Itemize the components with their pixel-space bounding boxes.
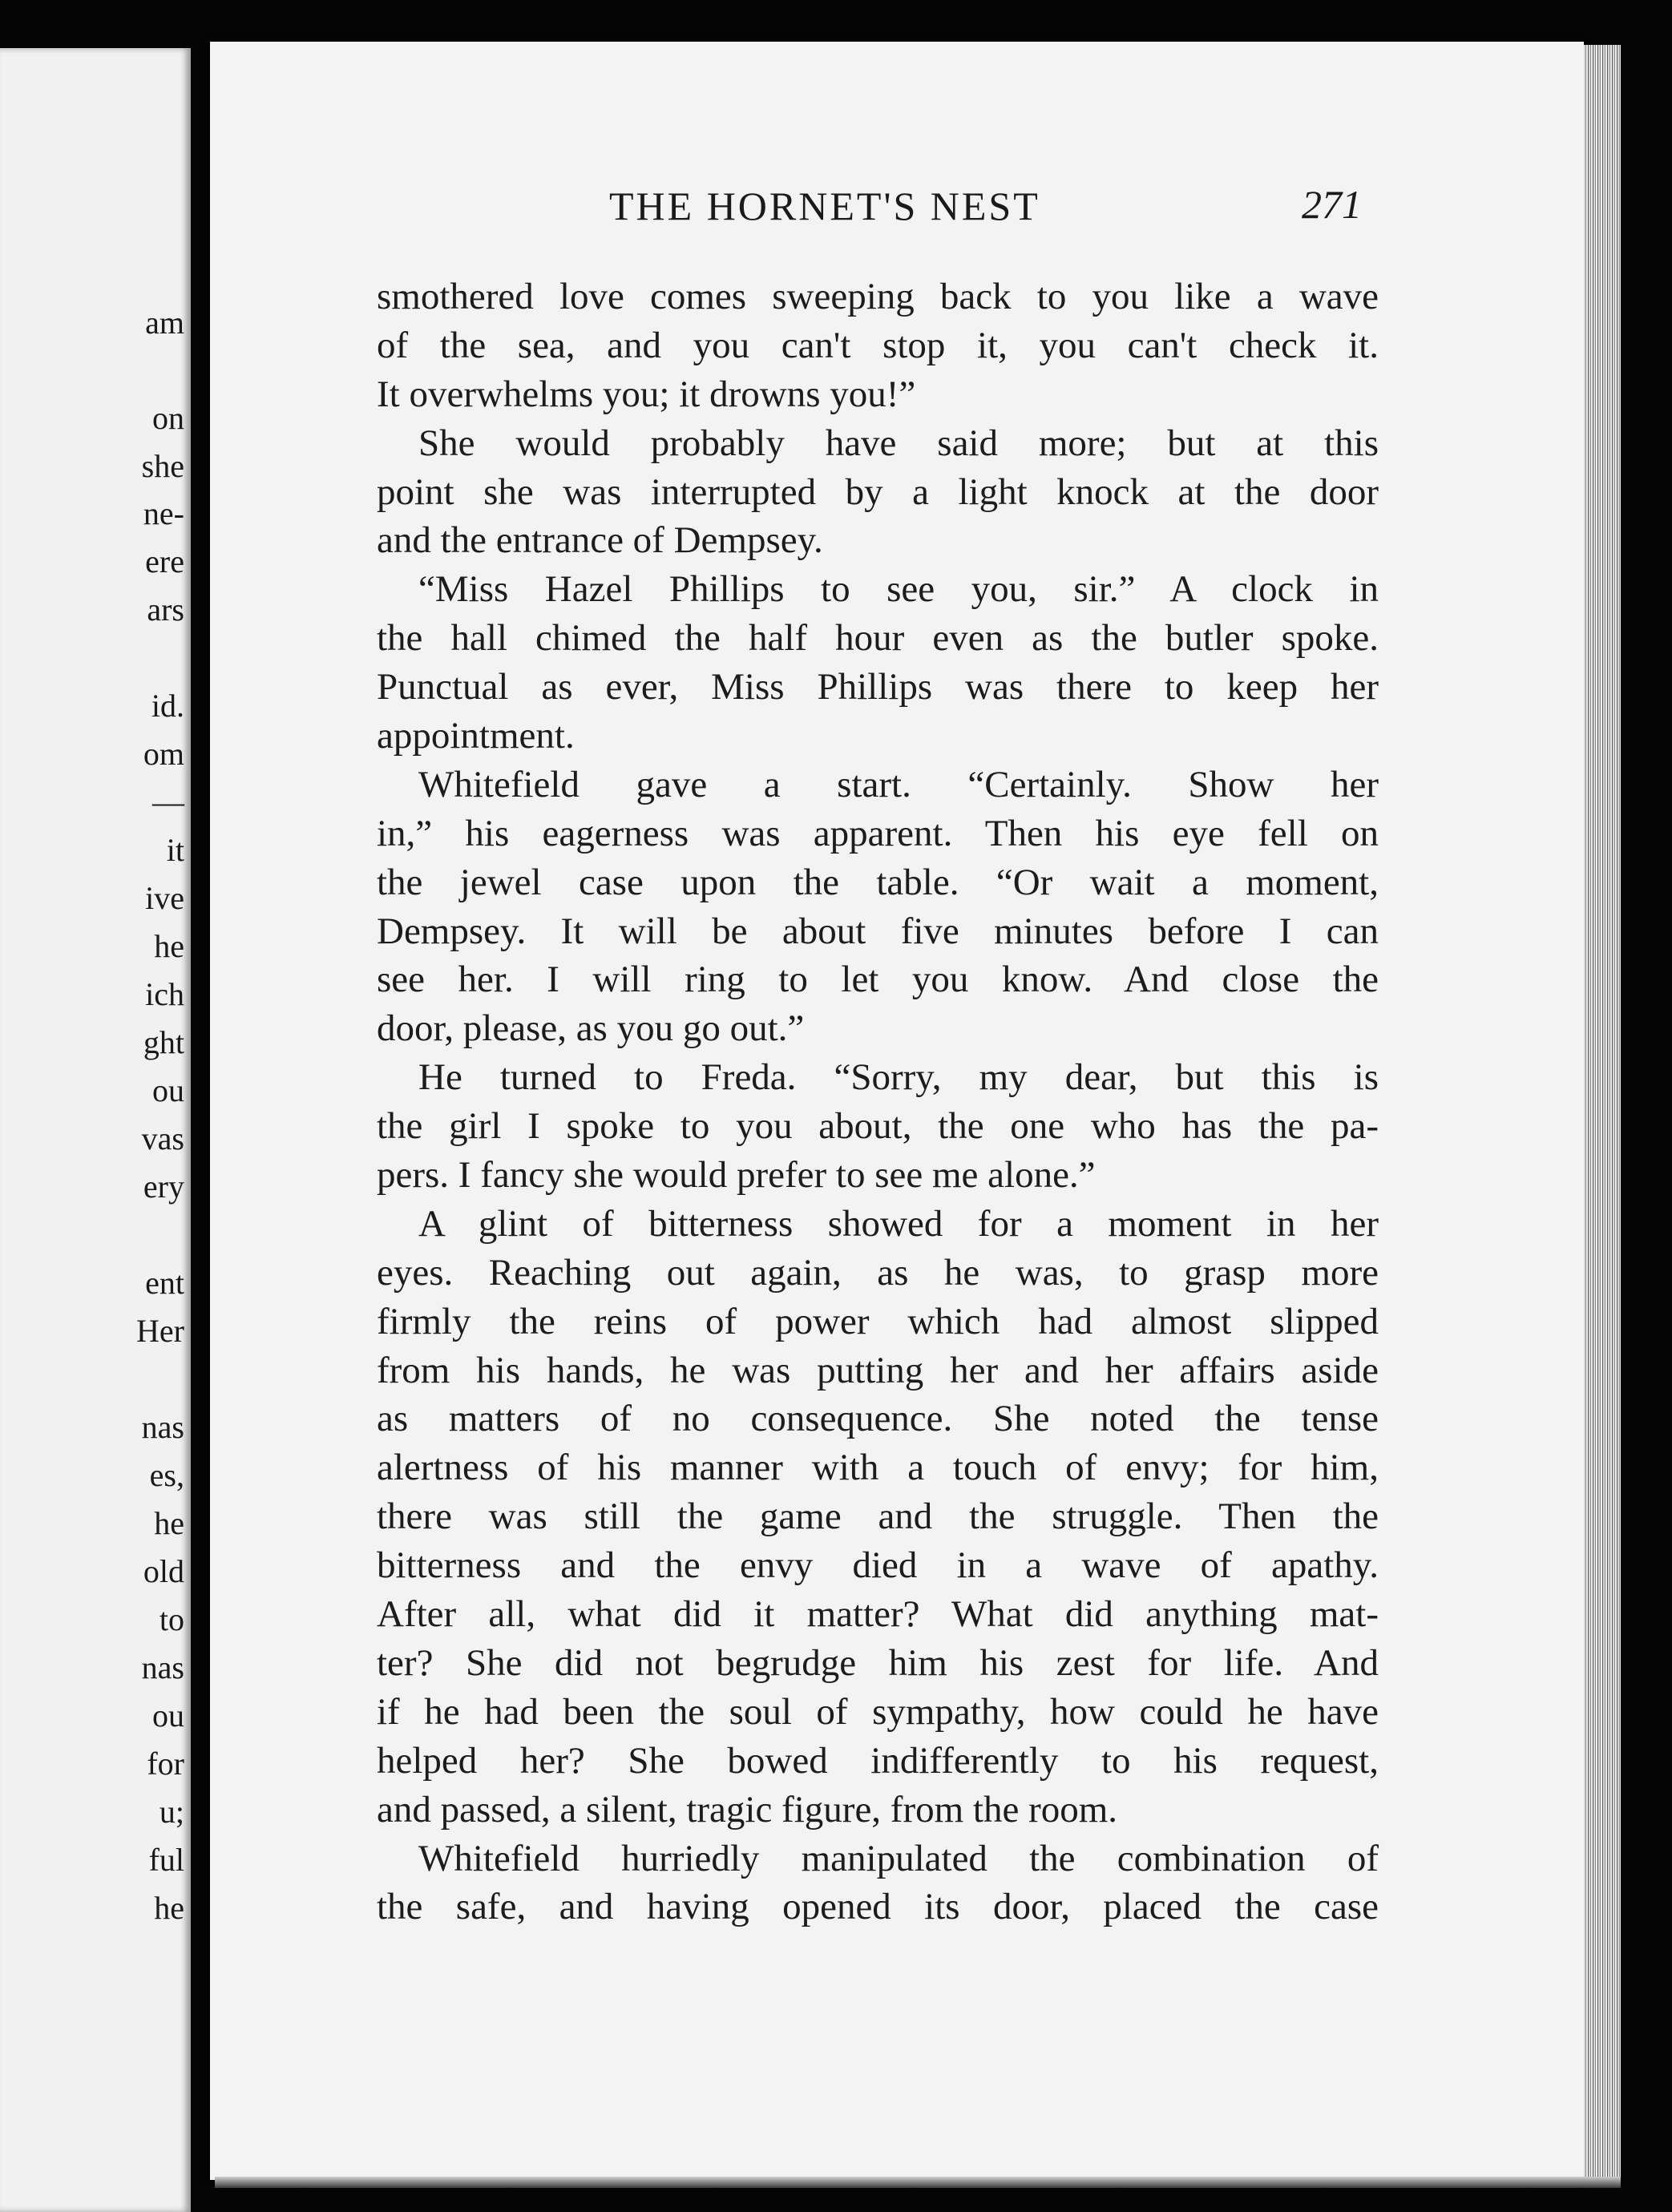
text-line: firmly the reins of power which had almost slipped (377, 1300, 1379, 1342)
text-line: ter? She did not begrudge him his zest for life. And (377, 1641, 1379, 1684)
text-line: and the entrance of Dempsey. (377, 519, 823, 562)
text-line: Whitefield hurriedly manipulated the combination of (418, 1837, 1379, 1879)
text-line: see her. I will ring to let you know. And close the (377, 959, 1379, 1001)
left-page-fragment: Her (136, 1313, 184, 1349)
text-line: alertness of his manner with a touch of envy; for him, (377, 1447, 1379, 1489)
left-page-fragment: nas (141, 1409, 184, 1445)
page-number: 271 (1302, 182, 1362, 227)
left-page-fragment: es, (149, 1457, 184, 1493)
left-page-fragment: am (145, 305, 184, 341)
text-line: smothered love comes sweeping back to you like a wave (377, 276, 1379, 317)
left-page-fragment: ars (147, 591, 184, 628)
text-line: pers. I fancy she would prefer to see me alone.” (377, 1154, 1096, 1197)
left-page-fragment: ive (145, 880, 184, 916)
text-line: bitterness and the envy died in a wave of apathy. (377, 1544, 1379, 1587)
left-page-fragment: on (152, 400, 184, 436)
left-page-fragment: it (166, 832, 184, 868)
text-line: He turned to Freda. “Sorry, my dear, but this is (418, 1056, 1379, 1099)
text-line: It overwhelms you; it drowns you!” (377, 373, 916, 415)
left-page-fragment: she (141, 448, 184, 484)
text-line: Dempsey. It will be about five minutes before I can (377, 910, 1379, 952)
text-line: Whitefield gave a start. “Certainly. Show her (418, 763, 1379, 805)
left-page-fragment: ou (152, 1697, 184, 1734)
text-line: door, please, as you go out.” (377, 1007, 805, 1050)
left-page-fragment: ght (143, 1024, 184, 1060)
text-line: the jewel case upon the table. “Or wait a moment, (377, 861, 1379, 903)
page-bottom-edge (215, 2177, 1621, 2188)
text-line: and passed, a silent, tragic figure, from the room. (377, 1788, 1118, 1831)
text-line: as matters of no consequence. She noted the tense (377, 1398, 1379, 1440)
running-head: THE HORNET'S NEST (609, 184, 1040, 228)
text-line: the girl I spoke to you about, the one who has the pa- (377, 1105, 1379, 1148)
text-line: helped her? She bowed indifferently to his request, (377, 1739, 1379, 1782)
text-line: A glint of bitterness showed for a moment in her (418, 1202, 1379, 1245)
text-line: the hall chimed the half hour even as the butler spoke. (377, 617, 1379, 660)
text-line: eyes. Reaching out again, as he was, to grasp more (377, 1251, 1379, 1294)
left-page-fragment: ou (152, 1072, 184, 1108)
left-page-fragment: om (143, 736, 184, 772)
text-line: “Miss Hazel Phillips to see you, sir.” A clock in (418, 568, 1379, 611)
left-page-fragment: ne- (143, 495, 184, 531)
text-line: She would probably have said more; but at this (418, 422, 1379, 464)
body-text (377, 272, 1379, 1931)
left-page-fragment: ful (148, 1842, 184, 1878)
left-page-fragment: he (154, 1890, 184, 1926)
text-line: After all, what did it matter? What did anything mat- (377, 1593, 1379, 1636)
left-page-fragment: for (147, 1746, 184, 1782)
text-line: from his hands, he was putting her and her affairs aside (377, 1349, 1379, 1391)
left-page-fragment: he (154, 1505, 184, 1541)
text-line: of the sea, and you can't stop it, you can't check it. (377, 324, 1379, 366)
left-page-fragment: ent (145, 1265, 184, 1301)
text-line: if he had been the soul of sympathy, how could he have (377, 1690, 1379, 1733)
left-page-fragment: u; (159, 1794, 184, 1830)
left-page-fragment: ich (145, 976, 184, 1012)
left-page-fragment: id. (151, 688, 184, 724)
left-page-fragment: he (154, 928, 184, 964)
text-line: point she was interrupted by a light knock at the door (377, 470, 1379, 513)
text-line: Punctual as ever, Miss Phillips was there to keep her (377, 666, 1379, 708)
left-page-fragment: — (152, 784, 184, 820)
left-page (0, 48, 191, 2212)
left-page-fragment: to (159, 1601, 184, 1637)
text-line: there was still the game and the struggle. Then the (377, 1496, 1379, 1538)
text-line: appointment. (377, 715, 575, 757)
left-page-fragment: ere (145, 543, 184, 579)
page-fore-edge (1584, 45, 1621, 2177)
text-line: the safe, and having opened its door, placed the case (377, 1886, 1379, 1928)
left-page-fragment: old (143, 1553, 184, 1589)
text-line: in,” his eagerness was apparent. Then his eye fell on (377, 812, 1379, 854)
left-page-fragment: nas (141, 1649, 184, 1685)
left-page-fragment: vas (141, 1120, 184, 1156)
left-page-fragment: ery (143, 1169, 184, 1205)
